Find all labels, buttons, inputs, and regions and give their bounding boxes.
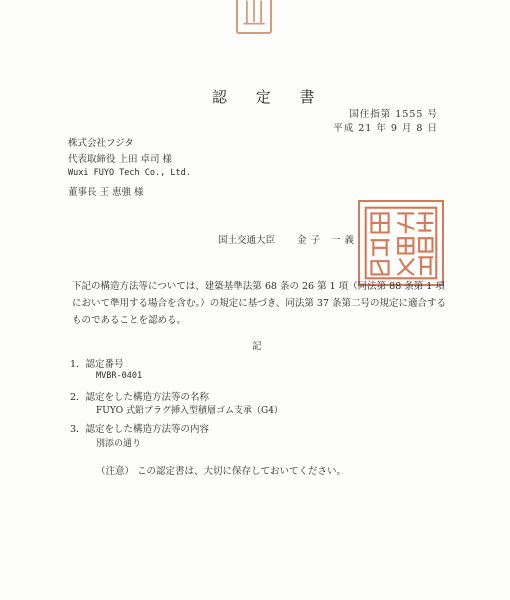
document-date: 平成 21 年 9 月 8 日 xyxy=(333,123,438,134)
item-label: 1．認定番号 xyxy=(70,359,124,370)
body-line: 下記の構造方法等については、建築基準法第 68 条の 26 第 1 項（同法第 88 条第 1 項 xyxy=(72,281,445,292)
recipient-company-en: Wuxi FUYO Tech Co., Ltd. xyxy=(68,168,191,178)
section-marker: 記 xyxy=(252,341,262,352)
issuer xyxy=(218,232,358,246)
document-number: 国住指第 1555 号 xyxy=(349,109,438,120)
recipient-chairman: 董事長 王 恵強 様 xyxy=(68,187,144,198)
issuer-name: 金子 一義 xyxy=(297,235,359,246)
caution-note: （注意） この認定書は、大切に保存しておいてください。 xyxy=(96,466,347,477)
item-value: 別添の通り xyxy=(96,439,142,449)
item-label: 2．認定をした構造方法等の名称 xyxy=(70,392,210,403)
certificate-body xyxy=(72,278,456,329)
item-value: MVBR-0401 xyxy=(96,371,143,381)
minister-seal-stamp xyxy=(358,200,444,286)
item-value: FUYO 式鉛プラグ挿入型積層ゴム支承（G4） xyxy=(96,406,283,416)
item-label: 3．認定をした構造方法等の内容 xyxy=(70,424,210,435)
document-title: 認 定 書 xyxy=(212,88,327,106)
recipient-company: 株式会社フジタ xyxy=(68,138,134,149)
issuer-title: 国土交通大臣 xyxy=(218,235,276,246)
body-line: において準用する場合を含む。）の規定に基づき、同法第 37 条第二号の規定に適合する xyxy=(72,298,446,309)
recipient-representative: 代表取締役 上田 卓司 様 xyxy=(68,154,173,165)
body-line: ものであることを認める。 xyxy=(72,315,187,326)
top-seal-stamp xyxy=(236,0,272,34)
seal-icon xyxy=(238,0,270,32)
seal-icon xyxy=(360,202,442,284)
